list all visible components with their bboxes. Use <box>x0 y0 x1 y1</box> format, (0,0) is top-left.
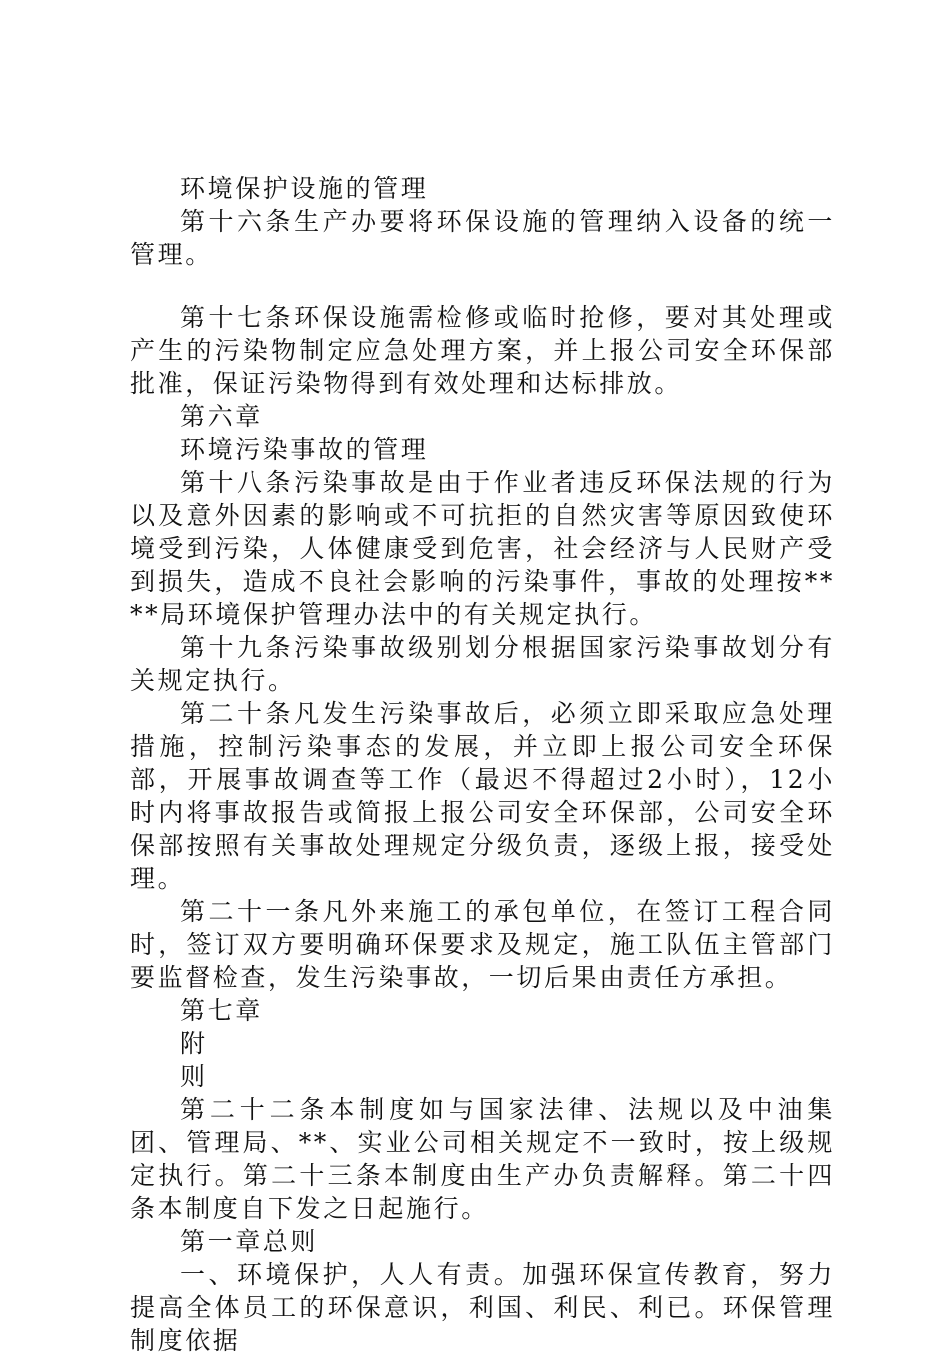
paragraph-gap <box>130 271 835 301</box>
paragraph-article-19: 第十九条污染事故级别划分根据国家污染事故划分有关规定执行。 <box>130 633 835 695</box>
chapter-heading: 第一章总则 <box>180 1227 319 1256</box>
document-body <box>130 172 835 1357</box>
paragraph-article-22: 第二十二条本制度如与国家法律、法规以及中油集团、管理局、**、实业公司相关规定不一致时，按上级规定执行。第二十三条本制度由生产办负责解释。第二十四条本制度自下发之日起施行。 <box>130 1095 835 1223</box>
paragraph-item-1: 一、环境保护，人人有责。加强环保宣传教育，努力提高全体员工的环保意识，利国、利民、利已。环保管理制度依据 <box>130 1260 835 1355</box>
chapter-heading: 第七章 <box>180 996 263 1025</box>
section-heading-part1: 附 <box>180 1029 208 1058</box>
paragraph-article-20: 第二十条凡发生污染事故后，必须立即采取应急处理措施，控制污染事态的发展，并立即上报公司安全环保部，开展事故调查等工作（最迟不得超过2小时），12小时内将事故报告或简报上报公司安全环保部，公司安全环保部按照有关事故处理规定分级负责，逐级上报，接受处理。 <box>130 699 835 893</box>
section-heading: 环境保护设施的管理 <box>180 174 429 203</box>
paragraph-article-17: 第十七条环保设施需检修或临时抢修，要对其处理或产生的污染物制定应急处理方案，并上报公司安全环保部批准，保证污染物得到有效处理和达标排放。 <box>130 303 835 398</box>
paragraph-article-18: 第十八条污染事故是由于作业者违反环保法规的行为以及意外因素的影响或不可抗拒的自然灾害等原因致使环境受到污染，人体健康受到危害，社会经济与人民财产受到损失，造成不良社会影响的污染事件，事故的处理按****局环境保护管理办法中的有关规定执行。 <box>130 468 835 629</box>
chapter-heading: 第六章 <box>180 402 263 431</box>
paragraph-article-16: 第十六条生产办要将环保设施的管理纳入设备的统一管理。 <box>130 207 835 269</box>
section-heading-part2: 则 <box>180 1062 208 1091</box>
paragraph-article-21: 第二十一条凡外来施工的承包单位，在签订工程合同时，签订双方要明确环保要求及规定，施工队伍主管部门要监督检查，发生污染事故，一切后果由责任方承担。 <box>130 897 835 992</box>
section-heading: 环境污染事故的管理 <box>180 435 429 464</box>
